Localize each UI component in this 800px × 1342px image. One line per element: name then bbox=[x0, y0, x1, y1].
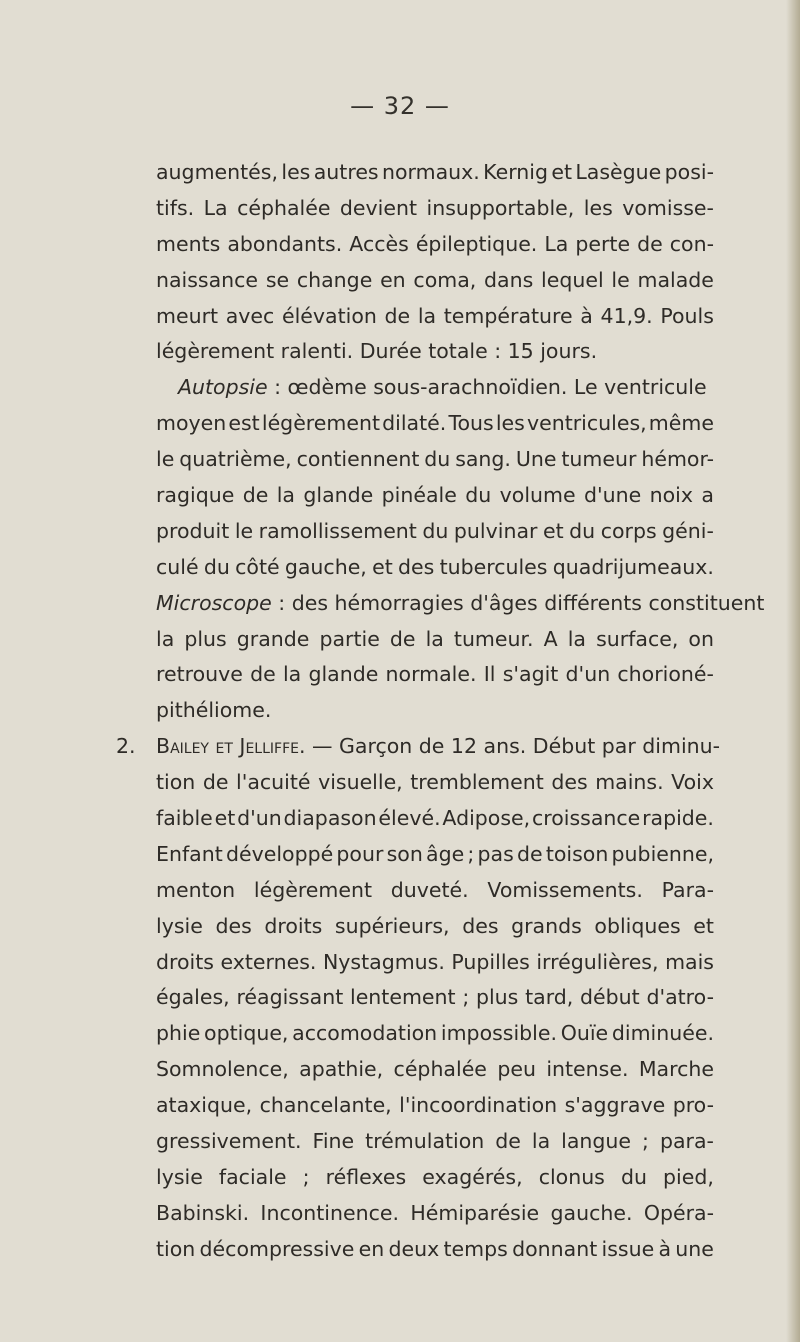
text-line bbox=[156, 514, 714, 550]
word: quadrijumeaux. bbox=[552, 554, 714, 579]
word: meurt bbox=[156, 303, 219, 328]
word: croissance bbox=[531, 806, 641, 831]
word: produit bbox=[156, 518, 230, 543]
word: début bbox=[580, 985, 640, 1010]
word: élevé. bbox=[378, 806, 441, 831]
word: partie bbox=[319, 626, 380, 651]
word: externes. bbox=[220, 949, 317, 974]
word: d'une bbox=[584, 483, 642, 508]
autopsie-heading-line bbox=[156, 370, 714, 406]
page-number: — 32 — bbox=[350, 92, 450, 120]
item-2-first-line: — Garçon de 12 ans. Début par diminu- bbox=[305, 734, 721, 759]
word: le bbox=[611, 267, 630, 292]
word: Incontinence. bbox=[260, 1200, 399, 1225]
word: tubercules bbox=[439, 554, 548, 579]
word: de bbox=[495, 1129, 521, 1154]
word: et bbox=[551, 160, 572, 184]
word: de bbox=[637, 231, 663, 256]
word: langue bbox=[561, 1129, 632, 1154]
word: Nystagmus. bbox=[322, 949, 445, 974]
word: même bbox=[648, 411, 714, 436]
word: épileptique. bbox=[415, 231, 538, 256]
word: géni- bbox=[662, 518, 714, 543]
word: droits bbox=[156, 949, 214, 974]
word: con- bbox=[669, 231, 714, 256]
word: une bbox=[675, 1236, 714, 1261]
word: Lasègue bbox=[575, 160, 662, 184]
page-edge-shadow bbox=[786, 0, 800, 1342]
word: on bbox=[688, 626, 714, 651]
word: de bbox=[250, 662, 276, 687]
word: obliques bbox=[594, 913, 681, 938]
text-line bbox=[156, 765, 714, 801]
word: glande bbox=[308, 662, 379, 687]
word: tumeur. bbox=[453, 626, 534, 651]
word: Somnolence, bbox=[156, 1057, 289, 1082]
word: abondants. bbox=[227, 231, 343, 256]
word: d'atro- bbox=[646, 985, 714, 1010]
word: vomisse- bbox=[622, 195, 714, 220]
word: âge bbox=[426, 841, 465, 866]
text-line bbox=[156, 478, 714, 514]
word: gauche. bbox=[550, 1200, 633, 1225]
text-line bbox=[156, 155, 714, 191]
word: Adipose, bbox=[442, 806, 531, 831]
word: diminuée. bbox=[611, 1021, 714, 1046]
word: avec bbox=[225, 303, 275, 328]
word: la bbox=[417, 303, 437, 328]
word: légèrement bbox=[261, 411, 381, 436]
word: pro- bbox=[672, 1093, 714, 1118]
word: plus bbox=[184, 626, 227, 651]
word: Une bbox=[515, 447, 557, 472]
word: dilaté. bbox=[382, 411, 447, 436]
text-line bbox=[156, 1232, 714, 1268]
word: tifs. bbox=[156, 195, 195, 220]
word: la bbox=[425, 626, 444, 651]
word: issue bbox=[601, 1236, 655, 1261]
word: hémor- bbox=[641, 447, 714, 472]
word: ; bbox=[642, 1129, 649, 1154]
microscope-heading-line bbox=[156, 586, 765, 622]
word: pinéale bbox=[381, 483, 457, 508]
word: supérieurs, bbox=[334, 913, 450, 938]
word: pas bbox=[477, 841, 514, 866]
word: décompressive bbox=[199, 1236, 355, 1261]
word: de bbox=[202, 770, 229, 795]
word: impossible. bbox=[440, 1021, 558, 1046]
word: de bbox=[242, 483, 269, 508]
word: pour bbox=[336, 841, 384, 866]
word: s'aggrave bbox=[564, 1093, 666, 1118]
word: donnant bbox=[512, 1236, 598, 1261]
word: mains. bbox=[595, 770, 664, 795]
word: Para- bbox=[661, 877, 714, 902]
text-line bbox=[156, 442, 714, 478]
word: et bbox=[693, 913, 714, 938]
word: pulvinar bbox=[453, 518, 538, 543]
word: son bbox=[386, 841, 423, 866]
word: élévation bbox=[281, 303, 377, 328]
word: retrouve bbox=[156, 662, 243, 687]
text-line bbox=[156, 657, 714, 693]
text-line bbox=[156, 1160, 714, 1196]
text-line bbox=[156, 801, 714, 837]
word: la bbox=[276, 483, 295, 508]
word: le bbox=[156, 447, 175, 472]
word: l'incoordination bbox=[399, 1093, 558, 1118]
word: Accès bbox=[349, 231, 409, 256]
text-line bbox=[156, 837, 714, 873]
word: du bbox=[569, 518, 596, 543]
word: Ouïe bbox=[560, 1021, 609, 1046]
word: ; bbox=[462, 985, 470, 1010]
word: et bbox=[372, 554, 393, 579]
word: perte bbox=[575, 231, 631, 256]
word: céphalée bbox=[393, 1057, 487, 1082]
word: malade bbox=[637, 267, 714, 292]
word: plus bbox=[475, 985, 519, 1010]
body-text bbox=[116, 155, 765, 1268]
word: augmentés, bbox=[156, 160, 278, 184]
word: Tous bbox=[448, 411, 494, 436]
word: chancelante, bbox=[259, 1093, 392, 1118]
word: gressivement. bbox=[156, 1129, 302, 1154]
word: diapason bbox=[283, 806, 377, 831]
word: coma, bbox=[413, 267, 477, 292]
autopsie-label: Autopsie bbox=[178, 375, 268, 400]
word: ; bbox=[467, 841, 475, 866]
word: deux bbox=[388, 1236, 440, 1261]
word: glande bbox=[303, 483, 374, 508]
word: exagérés, bbox=[422, 1164, 523, 1189]
word: les bbox=[495, 411, 525, 436]
word: 41,9. bbox=[600, 303, 653, 328]
word: de bbox=[384, 303, 411, 328]
word: chorioné- bbox=[617, 662, 714, 687]
word: des bbox=[398, 554, 435, 579]
word: normaux. bbox=[382, 160, 480, 184]
word: contiennent bbox=[296, 447, 420, 472]
word: ramollissement bbox=[258, 518, 417, 543]
word: la bbox=[531, 1129, 551, 1154]
word: ; bbox=[302, 1164, 310, 1189]
text-line bbox=[156, 191, 714, 227]
word: et bbox=[214, 806, 236, 831]
word: température bbox=[443, 303, 573, 328]
text-line bbox=[156, 945, 714, 981]
word: à bbox=[658, 1236, 672, 1261]
text-line bbox=[156, 1088, 714, 1124]
word: céphalée bbox=[237, 195, 331, 220]
word: tard, bbox=[525, 985, 574, 1010]
word: Babinski. bbox=[156, 1200, 250, 1225]
word: Pouls bbox=[660, 303, 714, 328]
word: Pupilles bbox=[451, 949, 530, 974]
word: les bbox=[281, 160, 311, 184]
word: à bbox=[580, 303, 593, 328]
word: toison bbox=[545, 841, 609, 866]
word: volume bbox=[499, 483, 576, 508]
word: des bbox=[462, 913, 499, 938]
text-line bbox=[156, 622, 714, 658]
word: des bbox=[551, 770, 588, 795]
word: phie bbox=[156, 1021, 201, 1046]
word: sang. bbox=[455, 447, 511, 472]
word: La bbox=[544, 231, 569, 256]
word: Kernig bbox=[483, 160, 548, 184]
word: Voix bbox=[671, 770, 714, 795]
word: droits bbox=[264, 913, 323, 938]
word: noix bbox=[649, 483, 694, 508]
text-line bbox=[156, 299, 714, 335]
word: lysie bbox=[156, 913, 203, 938]
word: la bbox=[156, 626, 175, 651]
word: de bbox=[389, 626, 416, 651]
word: les bbox=[583, 195, 613, 220]
word: tion bbox=[156, 770, 196, 795]
word: développé bbox=[225, 841, 334, 866]
word: ments bbox=[156, 231, 221, 256]
word: optique, bbox=[204, 1021, 289, 1046]
word: a bbox=[701, 483, 714, 508]
word: légèrement bbox=[253, 877, 373, 902]
word: pied, bbox=[663, 1164, 714, 1189]
word: Marche bbox=[638, 1057, 714, 1082]
word: l'acuité bbox=[236, 770, 311, 795]
word: change bbox=[296, 267, 373, 292]
word: insupportable, bbox=[426, 195, 575, 220]
item-number: 2. bbox=[116, 734, 136, 759]
word: trémulation bbox=[365, 1129, 485, 1154]
word: est bbox=[228, 411, 260, 436]
word: posi- bbox=[664, 160, 714, 184]
word: visuelle, bbox=[318, 770, 403, 795]
text-line bbox=[156, 980, 714, 1016]
word: s'agit bbox=[502, 662, 559, 687]
word: mais bbox=[665, 949, 714, 974]
word: du bbox=[465, 483, 492, 508]
word: réagissant bbox=[236, 985, 344, 1010]
text-line bbox=[156, 1124, 714, 1160]
word: d'un bbox=[565, 662, 611, 687]
word: du bbox=[620, 1164, 647, 1189]
word: grands bbox=[511, 913, 582, 938]
word: devient bbox=[339, 195, 418, 220]
text-line bbox=[156, 909, 714, 945]
word: des bbox=[215, 913, 252, 938]
word: Enfant bbox=[156, 841, 223, 866]
word: lentement bbox=[350, 985, 456, 1010]
microscope-first-line: : des hémorragies d'âges différents constituent bbox=[271, 590, 765, 615]
word: Vomissements. bbox=[487, 877, 643, 902]
item-authors: Bailey et Jelliffe. bbox=[156, 734, 306, 759]
word: apathie, bbox=[299, 1057, 384, 1082]
word: la bbox=[567, 626, 586, 651]
text-line bbox=[156, 227, 714, 263]
text-line bbox=[156, 1196, 714, 1232]
word: tremblement bbox=[410, 770, 544, 795]
word: Hémiparésie bbox=[410, 1200, 540, 1225]
word: para- bbox=[659, 1129, 714, 1154]
text-line bbox=[156, 1052, 714, 1088]
word: du bbox=[203, 554, 230, 579]
text-line bbox=[156, 550, 714, 586]
word: quatrième, bbox=[179, 447, 292, 472]
word: tion bbox=[156, 1236, 196, 1261]
text-line bbox=[156, 873, 714, 909]
word: ataxique, bbox=[156, 1093, 253, 1118]
word: autres bbox=[313, 160, 379, 184]
text-line: légèrement ralenti. Durée totale : 15 jours. bbox=[156, 339, 598, 364]
word: grande bbox=[236, 626, 310, 651]
word: temps bbox=[443, 1236, 508, 1261]
word: lysie bbox=[156, 1164, 203, 1189]
word: A bbox=[543, 626, 558, 651]
word: clonus bbox=[538, 1164, 605, 1189]
word: réflexes bbox=[325, 1164, 407, 1189]
word: culé bbox=[156, 554, 199, 579]
text-line bbox=[156, 1016, 714, 1052]
word: peu bbox=[497, 1057, 536, 1082]
word: du bbox=[422, 518, 449, 543]
word: normale. bbox=[385, 662, 477, 687]
word: côté bbox=[235, 554, 280, 579]
word: faible bbox=[156, 806, 213, 831]
word: dans bbox=[484, 267, 534, 292]
word: surface, bbox=[596, 626, 679, 651]
word: du bbox=[424, 447, 451, 472]
word: ragique bbox=[156, 483, 235, 508]
word: se bbox=[265, 267, 290, 292]
word: Il bbox=[483, 662, 496, 687]
item-2-heading-line bbox=[116, 729, 721, 765]
word: de bbox=[517, 841, 543, 866]
autopsie-first-line: : œdème sous-arachnoïdien. Le ventricule bbox=[267, 375, 707, 400]
word: Opéra- bbox=[643, 1200, 714, 1225]
word: rapide. bbox=[642, 806, 714, 831]
word: d'un bbox=[237, 806, 282, 831]
word: naissance bbox=[156, 267, 259, 292]
word: accomodation bbox=[292, 1021, 438, 1046]
word: et bbox=[542, 518, 564, 543]
word: intense. bbox=[546, 1057, 629, 1082]
word: ventricules, bbox=[526, 411, 647, 436]
word: pubienne, bbox=[611, 841, 714, 866]
word: tumeur bbox=[561, 447, 637, 472]
word: corps bbox=[600, 518, 657, 543]
text-line: pithéliome. bbox=[156, 698, 272, 723]
word: duveté. bbox=[390, 877, 469, 902]
word: en bbox=[358, 1236, 385, 1261]
word: La bbox=[203, 195, 228, 220]
word: Fine bbox=[312, 1129, 355, 1154]
word: faciale bbox=[218, 1164, 287, 1189]
word: égales, bbox=[156, 985, 230, 1010]
word: gauche, bbox=[284, 554, 367, 579]
word: la bbox=[282, 662, 302, 687]
word: lequel bbox=[541, 267, 604, 292]
word: le bbox=[234, 518, 254, 543]
word: moyen bbox=[156, 411, 227, 436]
text-line bbox=[156, 263, 714, 299]
word: menton bbox=[156, 877, 236, 902]
word: en bbox=[380, 267, 406, 292]
microscope-label: Microscope bbox=[156, 590, 272, 615]
word: irrégulières, bbox=[536, 949, 659, 974]
text-line bbox=[156, 406, 714, 442]
